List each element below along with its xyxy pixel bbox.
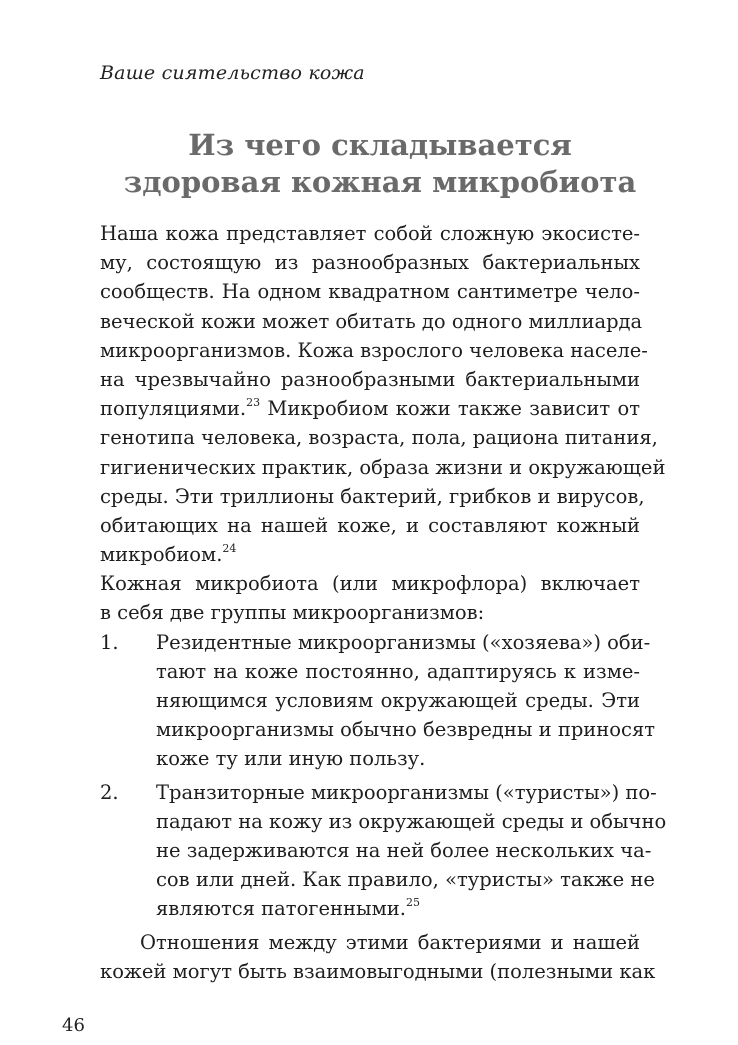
- footnote-ref-24[interactable]: 24: [222, 541, 237, 555]
- text-line: в себя две группы микроорганизмов:: [100, 601, 485, 625]
- text-line: [100, 894, 640, 923]
- chapter-title-line-2: здоровая кожная микробиота: [123, 165, 637, 199]
- text-line: тают на коже постоянно, адаптируясь к изме-: [156, 659, 640, 683]
- text-line: микроорганизмов. Кожа взрослого человека населе-: [100, 338, 648, 362]
- text-fragment: микробиом.: [100, 543, 223, 567]
- text-line: микроорганизмы обычно безвредны и приносят: [156, 718, 656, 742]
- text-line: [100, 540, 640, 569]
- text-fragment: популяциями.: [100, 397, 247, 421]
- text-line: обитающих на нашей коже, и составляют кожный: [100, 513, 640, 537]
- text-line: няющимся условиям окружающей среды. Эти: [156, 689, 640, 712]
- text-line: гигиенических практик, образа жизни и окружающей: [100, 455, 666, 479]
- page-number: 46: [62, 1015, 85, 1036]
- text-line: му, состоящую из разнообразных бактериальных: [100, 251, 640, 275]
- list-number: 2.: [100, 780, 119, 804]
- list-number: 1.: [100, 630, 119, 654]
- text-line: [100, 394, 640, 423]
- text-line: среды. Эти триллионы бактерий, грибков и вирусов,: [100, 484, 645, 508]
- paragraph-2: [100, 569, 640, 627]
- list-item-2: [100, 778, 667, 924]
- text-line: кожей могут быть взаимовыгодными (полезными как: [100, 959, 656, 983]
- paragraph-1: [100, 219, 666, 569]
- text-line: Кожная микробиота (или микрофлора) включает: [100, 572, 640, 596]
- text-line: [100, 778, 657, 807]
- text-line: падают на кожу из окружающей среды и обычно: [156, 809, 667, 833]
- chapter-title: [100, 127, 660, 201]
- footnote-ref-23[interactable]: 23: [246, 395, 261, 409]
- running-header: Ваше сиятельство кожа: [100, 62, 365, 84]
- text-fragment: Резидентные микроорганизмы («хозяева») оби-: [156, 630, 651, 654]
- text-line: сов или дней. Как правило, «туристы» также не: [156, 868, 655, 892]
- chapter-title-line-1: Из чего складывается: [188, 128, 572, 162]
- text-fragment: Транзиторные микроорганизмы («туристы») по-: [156, 780, 657, 804]
- text-line: не задерживаются на ней более нескольких ча-: [156, 838, 652, 862]
- text-line: на чрезвычайно разнообразными бактериальными: [100, 367, 640, 391]
- text-fragment: Микробиом кожи также зависит от: [260, 397, 640, 421]
- text-fragment: являются патогенными.: [156, 897, 406, 921]
- body-text: [100, 219, 667, 986]
- list-item-1: [100, 628, 656, 774]
- text-line: коже ту или иную пользу.: [156, 747, 426, 771]
- text-line: Наша кожа представляет собой сложную экосисте-: [100, 222, 640, 245]
- text-line: генотипа человека, возраста, пола, рациона питания,: [100, 426, 658, 450]
- text-line: [100, 628, 651, 657]
- text-line: веческой кожи может обитать до одного миллиарда: [100, 309, 643, 333]
- text-line: Отношения между этими бактериями и нашей: [140, 930, 640, 954]
- numbered-list: [100, 628, 667, 924]
- footnote-ref-25[interactable]: 25: [405, 895, 420, 909]
- paragraph-3: [100, 928, 656, 986]
- text-line: сообществ. На одном квадратном сантиметре чело-: [100, 280, 640, 304]
